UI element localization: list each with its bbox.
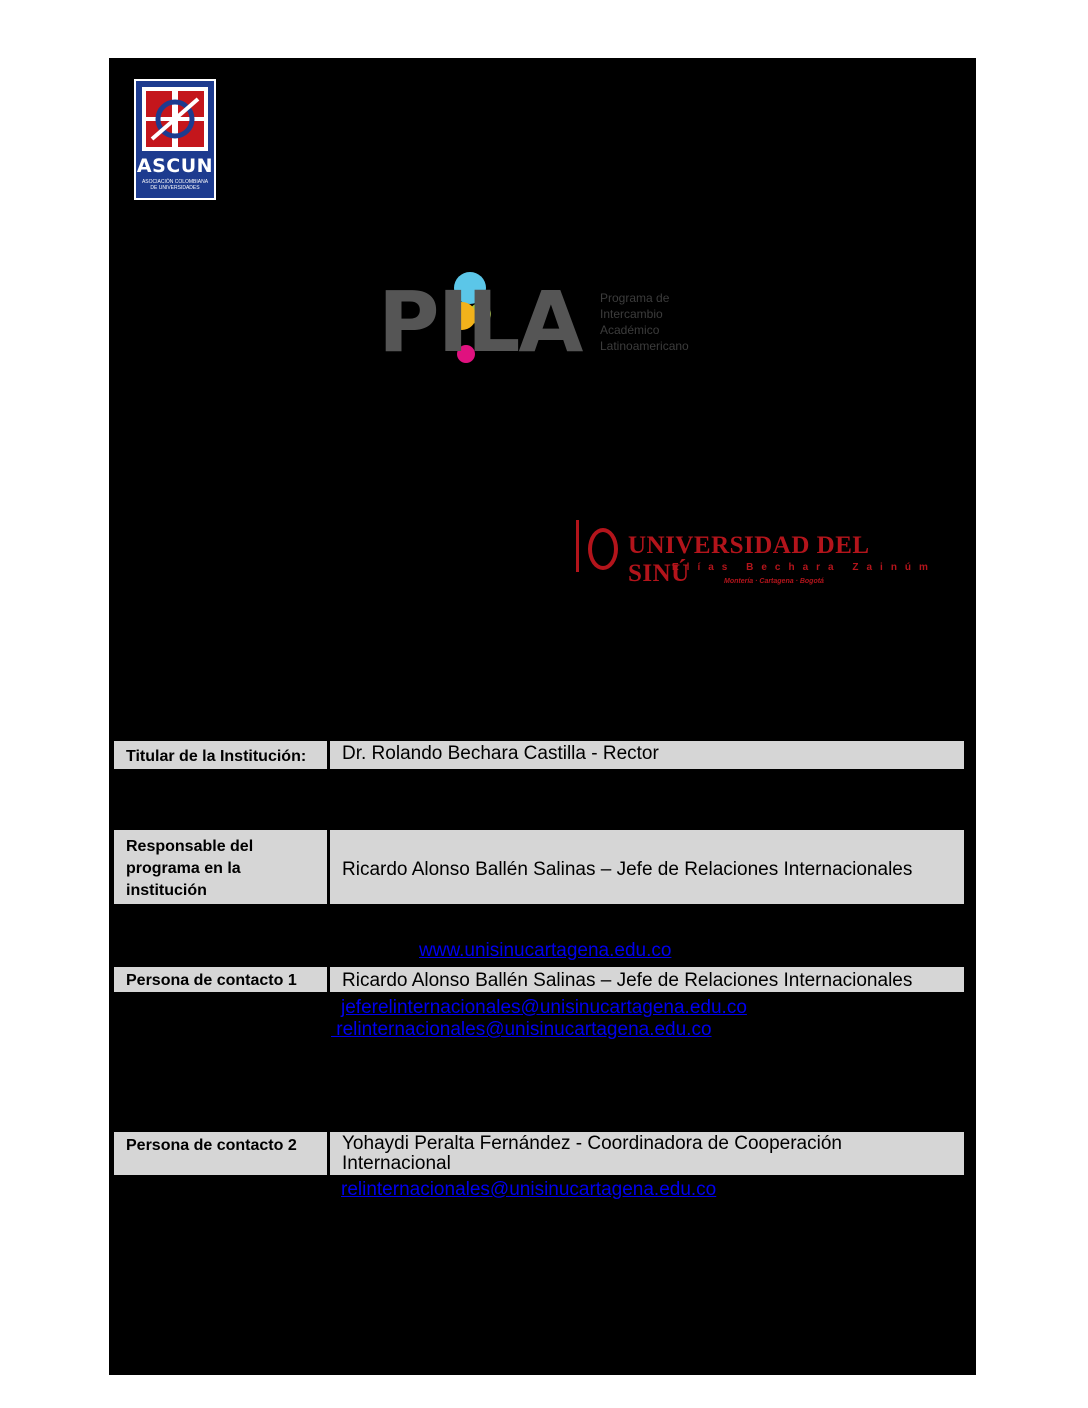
pila-tagline-line: Programa de: [600, 291, 670, 305]
pila-tagline: [600, 290, 689, 354]
contact2-email[interactable]: relinternacionales@unisinucartagena.edu.co: [341, 1179, 717, 1200]
contact2-value: [330, 1132, 964, 1175]
pila-tagline-line: Intercambio: [600, 307, 663, 321]
pila-word: PILA: [378, 273, 582, 371]
sinu-name: UNIVERSIDAD DEL SINÚ: [628, 532, 869, 587]
sinu-subtitle: Elías Bechara Zainúm: [672, 562, 936, 573]
contact1-email-1[interactable]: jeferelinternacionales@unisinucartagena.edu.co: [341, 997, 747, 1018]
sinu-subtitle2: Montería · Cartagena · Bogotá: [724, 578, 824, 585]
titular-label: [114, 741, 327, 769]
responsable-label-line: programa en la: [126, 860, 241, 877]
sinu-logo: [576, 516, 936, 590]
ascun-subtitle: ASOCIACIÓN COLOMBIANA DE UNIVERSIDADES: [141, 179, 209, 191]
contact1-label: [114, 967, 327, 992]
sinu-logo-bar: [576, 520, 579, 572]
ascun-name: ASCUN: [136, 155, 214, 177]
contact2-value-line: Yohaydi Peralta Fernández - Coordinadora de Cooperación: [342, 1133, 842, 1154]
contact1-email-2[interactable]: relinternacionales@unisinucartagena.edu.co: [331, 1019, 712, 1040]
contact1-value-text: Ricardo Alonso Ballén Salinas – Jefe de Relaciones Internacionales: [342, 970, 913, 991]
pila-tagline-line: Académico: [600, 323, 660, 337]
contact2-value-line: Internacional: [342, 1153, 451, 1174]
titular-value-text: Dr. Rolando Bechara Castilla - Rector: [342, 743, 659, 764]
document-page: [109, 58, 976, 1375]
responsable-value: [330, 830, 964, 904]
website-link[interactable]: www.unisinucartagena.edu.co: [419, 940, 672, 961]
responsable-label-line: institución: [126, 882, 207, 899]
ascun-logo: [134, 79, 216, 200]
sinu-emblem-icon: [588, 528, 618, 570]
contact1-value: [330, 967, 964, 992]
pila-logo: [378, 268, 708, 371]
titular-label-text: Titular de la Institución:: [126, 748, 307, 765]
titular-value: [330, 741, 964, 769]
ascun-emblem-icon: [142, 87, 208, 151]
responsable-label: [114, 830, 327, 904]
responsable-label-line: Responsable del: [126, 838, 254, 855]
contact2-label-text: Persona de contacto 2: [126, 1137, 297, 1154]
contact1-label-text: Persona de contacto 1: [126, 972, 297, 989]
responsable-value-text: Ricardo Alonso Ballén Salinas – Jefe de Relaciones Internacionales: [342, 859, 913, 880]
pila-tagline-line: Latinoamericano: [600, 339, 689, 353]
contact2-label: [114, 1132, 327, 1175]
